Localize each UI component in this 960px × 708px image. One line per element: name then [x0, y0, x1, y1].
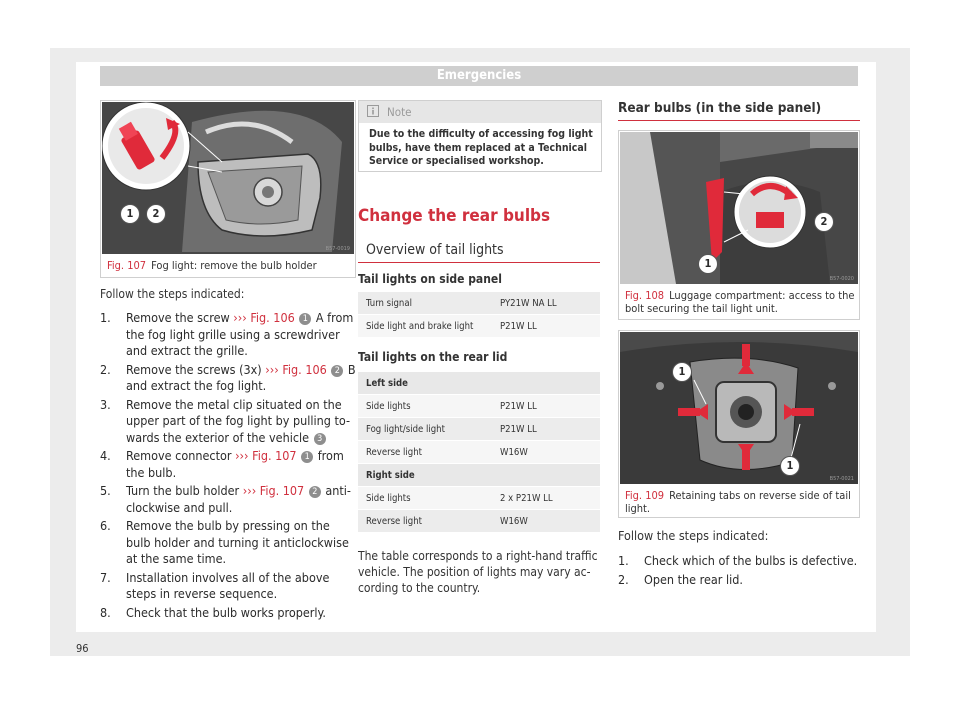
- figure-109: [618, 330, 860, 518]
- figure-caption: [625, 289, 855, 315]
- step-item: 1. Check which of the bulbs is defective.: [618, 553, 858, 568]
- side-panel-table-title: Tail lights on side panel: [358, 272, 502, 286]
- figure-caption: [625, 489, 855, 515]
- step-item: 7. Installation involves all of the above steps in reverse sequence.: [100, 569, 330, 601]
- figure-caption-text: Fog light: remove the bulb holder: [151, 259, 317, 272]
- figure-number: Fig. 108: [625, 289, 665, 302]
- rear-bulbs-title: Rear bulbs (in the side panel): [618, 100, 822, 116]
- step-item: 6. Remove the bulb by pressing on the bulb holder and turning it anticlockwise at the same time.: [100, 518, 349, 566]
- step-list: [100, 310, 356, 623]
- table-row: Reverse light W16W: [358, 510, 600, 532]
- note-box: [358, 100, 602, 172]
- callout-1-bottom: 1: [780, 456, 800, 476]
- figure-107: [100, 100, 356, 278]
- table-row: Reverse light W16W: [358, 441, 600, 463]
- page-number: 96: [76, 642, 89, 655]
- section-title: Change the rear bulbs: [358, 206, 551, 226]
- side-panel-table: [358, 292, 600, 338]
- figure-108: [618, 130, 860, 320]
- step-item: 2. Open the rear lid.: [618, 571, 743, 587]
- figure-code: B57-0021: [829, 476, 854, 482]
- figure-reference-link[interactable]: ››› Fig. 107: [242, 483, 305, 498]
- note-header: [359, 101, 601, 123]
- tail-light-rear-illustration: [620, 332, 858, 484]
- rear-lid-table: [358, 372, 600, 533]
- step-item: 1. Remove the screw ››› Fig. 106 1 A from the fog light grille using a screwdriver and extract the grille.: [100, 310, 354, 358]
- figure-caption-text: Luggage compartment: access to the bolt securing the tail light unit.: [625, 289, 855, 315]
- figure-reference-link[interactable]: ››› Fig. 107: [235, 448, 297, 463]
- steps-intro: Follow the steps indicated:: [100, 287, 245, 301]
- fog-light-illustration: [102, 102, 354, 254]
- callout-2: 2: [146, 204, 166, 224]
- step-item: 3. Remove the metal clip situated on the upper part of the fog light by pulling to-wards the exterior of the vehicle 3: [100, 396, 351, 445]
- step-item: 8. Check that the bulb works properly.: [100, 604, 326, 620]
- table-row: Side lights P21W LL: [358, 395, 600, 417]
- callout-2: 2: [814, 212, 834, 232]
- figure-number: Fig. 109: [625, 489, 665, 502]
- table-row: Fog light/side light P21W LL: [358, 418, 600, 440]
- note-icon: [367, 105, 379, 117]
- step-item: 2. Remove the screws (3x) ››› Fig. 106 2 B and extract the fog light.: [100, 361, 356, 393]
- steps-intro: Follow the steps indicated:: [618, 528, 769, 543]
- callout-1-top: 1: [672, 362, 692, 382]
- figure-reference-link[interactable]: ››› Fig. 106: [265, 361, 327, 377]
- step-item: 5. Turn the bulb holder ››› Fig. 107 2 anti-clockwise and pull.: [100, 483, 351, 515]
- step-list: [618, 553, 860, 590]
- table-row: Turn signal PY21W NA LL: [358, 292, 600, 314]
- callout-1: 1: [698, 254, 718, 274]
- table-group-header: Right side: [358, 464, 600, 486]
- luggage-compartment-illustration: [620, 132, 858, 284]
- figure-caption: [107, 259, 351, 272]
- figure-number: Fig. 107: [107, 259, 147, 272]
- subsection-rule: [358, 262, 600, 263]
- note-text: Due to the difficulty of accessing fog light bulbs, have them replaced at a Technical Service or specialised workshop.: [369, 128, 593, 167]
- chapter-header: Emergencies: [100, 66, 858, 86]
- note-title: Note: [387, 105, 412, 119]
- subsection-title: Overview of tail lights: [366, 242, 504, 258]
- table-row: Side lights 2 x P21W LL: [358, 487, 600, 509]
- table-note: The table corresponds to a right-hand traffic vehicle. The position of lights may vary ac-cording to the country.: [358, 549, 598, 595]
- table-row: Side light and brake light P21W LL: [358, 315, 600, 337]
- figure-reference-link[interactable]: ››› Fig. 106: [233, 310, 295, 325]
- rear-bulbs-rule: [618, 120, 860, 121]
- rear-lid-table-title: Tail lights on the rear lid: [358, 350, 508, 364]
- callout-1: 1: [120, 204, 140, 224]
- step-item: 4. Remove connector ››› Fig. 107 1 from the bulb.: [100, 448, 344, 480]
- figure-code: B57-0020: [829, 276, 854, 282]
- figure-caption-text: Retaining tabs on reverse side of tail light.: [625, 489, 851, 515]
- figure-code: B57-0019: [325, 246, 350, 252]
- table-group-header: Left side: [358, 372, 600, 394]
